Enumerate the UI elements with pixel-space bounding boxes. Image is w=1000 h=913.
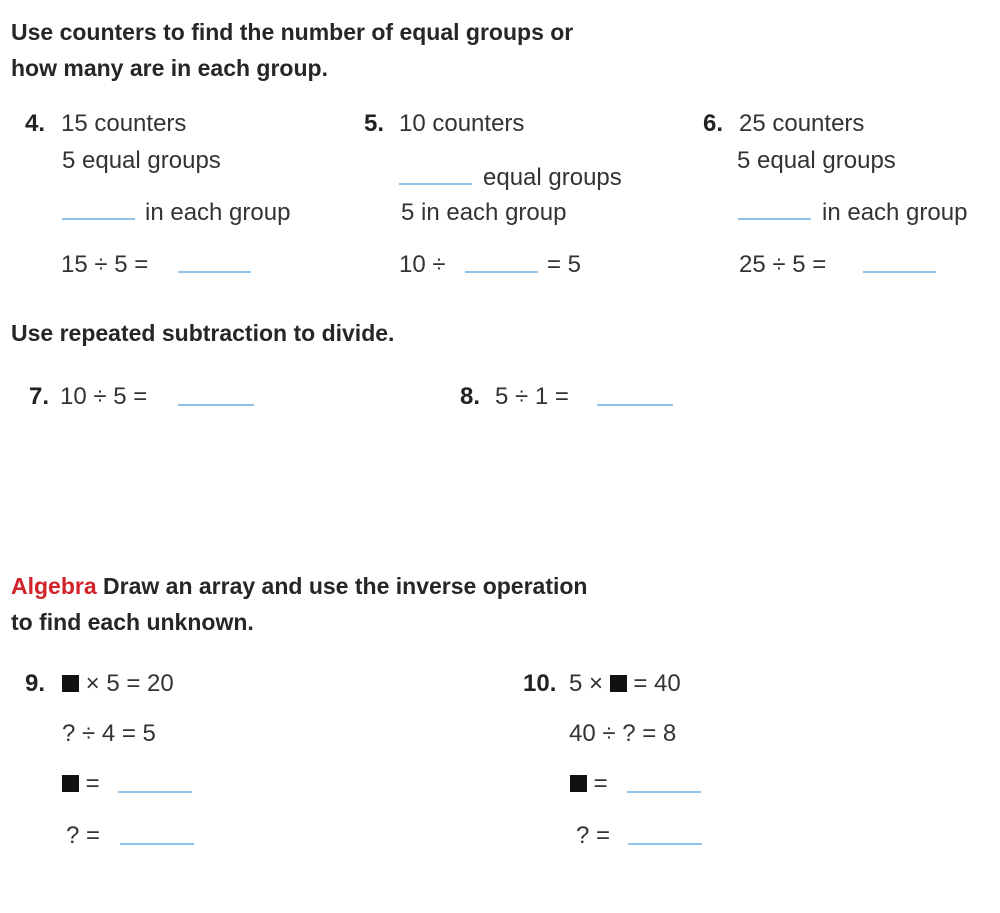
problem-number: 8.	[460, 383, 481, 410]
equation-result: = 5	[547, 251, 582, 278]
problem-number: 5.	[364, 110, 385, 137]
equation-text: 25 ÷ 5 =	[739, 251, 827, 278]
counters-text: 15 counters	[61, 110, 187, 137]
problem-number: 6.	[703, 110, 724, 137]
answer-blank[interactable]	[62, 218, 135, 220]
equals-sign: =	[85, 770, 100, 797]
algebra-label: Algebra	[11, 573, 97, 599]
instruction-repeated-subtraction: Use repeated subtraction to divide.	[11, 320, 395, 346]
groups-text: equal groups	[483, 164, 622, 191]
unknown-square-icon	[62, 775, 79, 792]
groups-text: 5 equal groups	[62, 147, 221, 174]
instruction-line-2: how many are in each group.	[11, 55, 328, 81]
per-group-text: in each group	[145, 199, 291, 226]
equation-2: ? ÷ 4 = 5	[62, 720, 156, 747]
equation-1-left: 5 ×	[569, 670, 604, 697]
equation-1	[569, 670, 681, 698]
unknown-square-icon	[570, 775, 587, 792]
groups-text: 5 equal groups	[737, 147, 896, 174]
answer-blank[interactable]	[120, 843, 194, 845]
instruction-algebra-line-1	[11, 568, 587, 604]
equals-sign: =	[593, 770, 608, 797]
answer-blank[interactable]	[118, 791, 192, 793]
per-group-text: in each group	[822, 199, 968, 226]
answer-blank[interactable]	[863, 271, 936, 273]
question-answer-row: ? =	[66, 822, 101, 849]
answer-blank[interactable]	[178, 271, 251, 273]
equation-2: 40 ÷ ? = 8	[569, 720, 677, 747]
square-answer-row	[62, 770, 100, 798]
unknown-square-icon	[610, 675, 627, 692]
instruction-line-1: Use counters to find the number of equal groups or	[11, 19, 574, 45]
question-answer-row: ? =	[576, 822, 611, 849]
problem-number: 10.	[523, 670, 557, 697]
answer-blank[interactable]	[597, 404, 673, 406]
equation-text: 10 ÷ 5 =	[60, 383, 148, 410]
equation-text: 10 ÷	[399, 251, 446, 278]
unknown-square-icon	[62, 675, 79, 692]
instruction-algebra-line-2: to find each unknown.	[11, 609, 254, 635]
problem-number: 9.	[25, 670, 46, 697]
answer-blank[interactable]	[738, 218, 811, 220]
equation-text: 5 ÷ 1 =	[495, 383, 569, 410]
answer-blank[interactable]	[465, 271, 538, 273]
answer-blank[interactable]	[178, 404, 254, 406]
equation-1	[62, 670, 174, 698]
square-answer-row	[570, 770, 608, 798]
answer-blank[interactable]	[399, 183, 472, 185]
problem-number: 4.	[25, 110, 46, 137]
answer-blank[interactable]	[628, 843, 702, 845]
problem-number: 7.	[29, 383, 50, 410]
answer-blank[interactable]	[627, 791, 701, 793]
counters-text: 25 counters	[739, 110, 865, 137]
equation-1-text: × 5 = 20	[85, 670, 174, 697]
equation-text: 15 ÷ 5 =	[61, 251, 149, 278]
counters-text: 10 counters	[399, 110, 525, 137]
equation-1-right: = 40	[633, 670, 681, 697]
per-group-text: 5 in each group	[401, 199, 567, 226]
algebra-instruction: Draw an array and use the inverse operation	[103, 573, 588, 599]
